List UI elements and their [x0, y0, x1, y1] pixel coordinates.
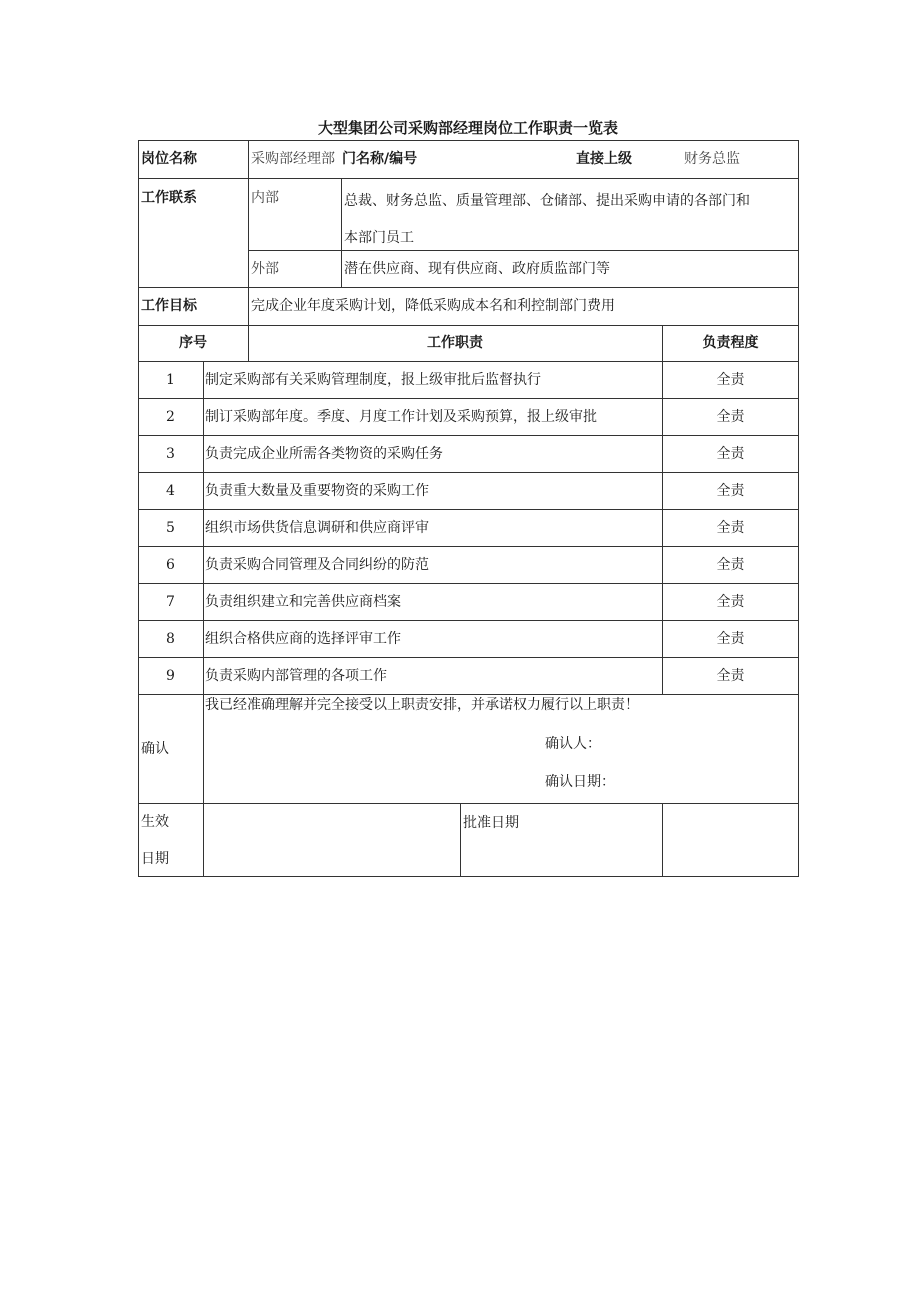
row-level: 全责: [716, 446, 745, 462]
row-level: 全责: [716, 668, 745, 684]
row-no: 3: [166, 446, 175, 462]
effective-date-cell[interactable]: [205, 806, 457, 874]
row-duty: 负责完成企业所需各类物资的采购任务: [205, 446, 443, 462]
header-duty: 工作职责: [427, 335, 483, 351]
row-duty: 组织合格供应商的选择评审工作: [205, 631, 401, 647]
row-duty: 负责采购内部管理的各项工作: [205, 668, 387, 684]
header-no: 序号: [179, 335, 207, 351]
internal-label: 内部: [251, 190, 279, 206]
row-level: 全责: [716, 372, 745, 388]
row-level: 全责: [716, 520, 745, 536]
goal-label: 工作目标: [141, 298, 197, 314]
row-duty: 制定采购部有关采购管理制度，报上级审批后监督执行: [205, 372, 541, 388]
row-level: 全责: [716, 557, 745, 573]
row-no: 1: [166, 372, 175, 388]
approve-label: 批准日期: [463, 815, 519, 831]
row-no: 7: [166, 594, 175, 610]
external-label: 外部: [251, 261, 279, 277]
position-label: 岗位名称: [141, 151, 197, 167]
superior-value: 财务总监: [684, 151, 740, 167]
row-level: 全责: [716, 594, 745, 610]
internal-value-line2: 本部门员工: [344, 230, 414, 246]
position-value: 采购部经理部: [251, 151, 335, 167]
row-level: 全责: [716, 631, 745, 647]
external-value: 潜在供应商、现有供应商、政府质监部门等: [344, 261, 610, 277]
superior-label: 直接上级: [576, 151, 632, 167]
row-no: 5: [166, 520, 175, 536]
header-level: 负责程度: [702, 335, 759, 351]
row-duty: 组织市场供货信息调研和供应商评审: [205, 520, 429, 536]
row-no: 6: [166, 557, 175, 573]
effective-label-line2: 日期: [141, 851, 169, 867]
row-level: 全责: [716, 409, 745, 425]
internal-value-line1: 总裁、财务总监、质量管理部、仓储部、提出采购申请的各部门和: [344, 193, 750, 209]
confirm-person-label: 确认人：: [545, 736, 601, 752]
row-duty: 负责重大数量及重要物资的采购工作: [205, 483, 429, 499]
row-no: 4: [166, 483, 175, 499]
row-no: 9: [166, 668, 175, 684]
confirm-date-label: 确认日期：: [545, 774, 615, 790]
row-no: 2: [166, 409, 175, 425]
goal-value: 完成企业年度采购计划，降低采购成本名和利控制部门费用: [251, 298, 615, 314]
confirm-statement: 我已经准确理解并完全接受以上职责安排，并承诺权力履行以上职责！: [205, 697, 639, 713]
dept-label: 门名称/编号: [342, 151, 418, 167]
row-duty: 制订采购部年度。季度、月度工作计划及采购预算，报上级审批: [205, 409, 597, 425]
row-no: 8: [166, 631, 175, 647]
page-title: 大型集团公司采购部经理岗位工作职责一览表: [317, 119, 618, 137]
row-duty: 负责采购合同管理及合同纠纷的防范: [205, 557, 429, 573]
row-level: 全责: [716, 483, 745, 499]
row-duty: 负责组织建立和完善供应商档案: [205, 594, 401, 610]
effective-label-line1: 生效: [141, 814, 169, 830]
relations-label: 工作联系: [141, 190, 197, 206]
confirm-label: 确认: [141, 741, 169, 757]
approve-date-cell[interactable]: [665, 806, 796, 874]
